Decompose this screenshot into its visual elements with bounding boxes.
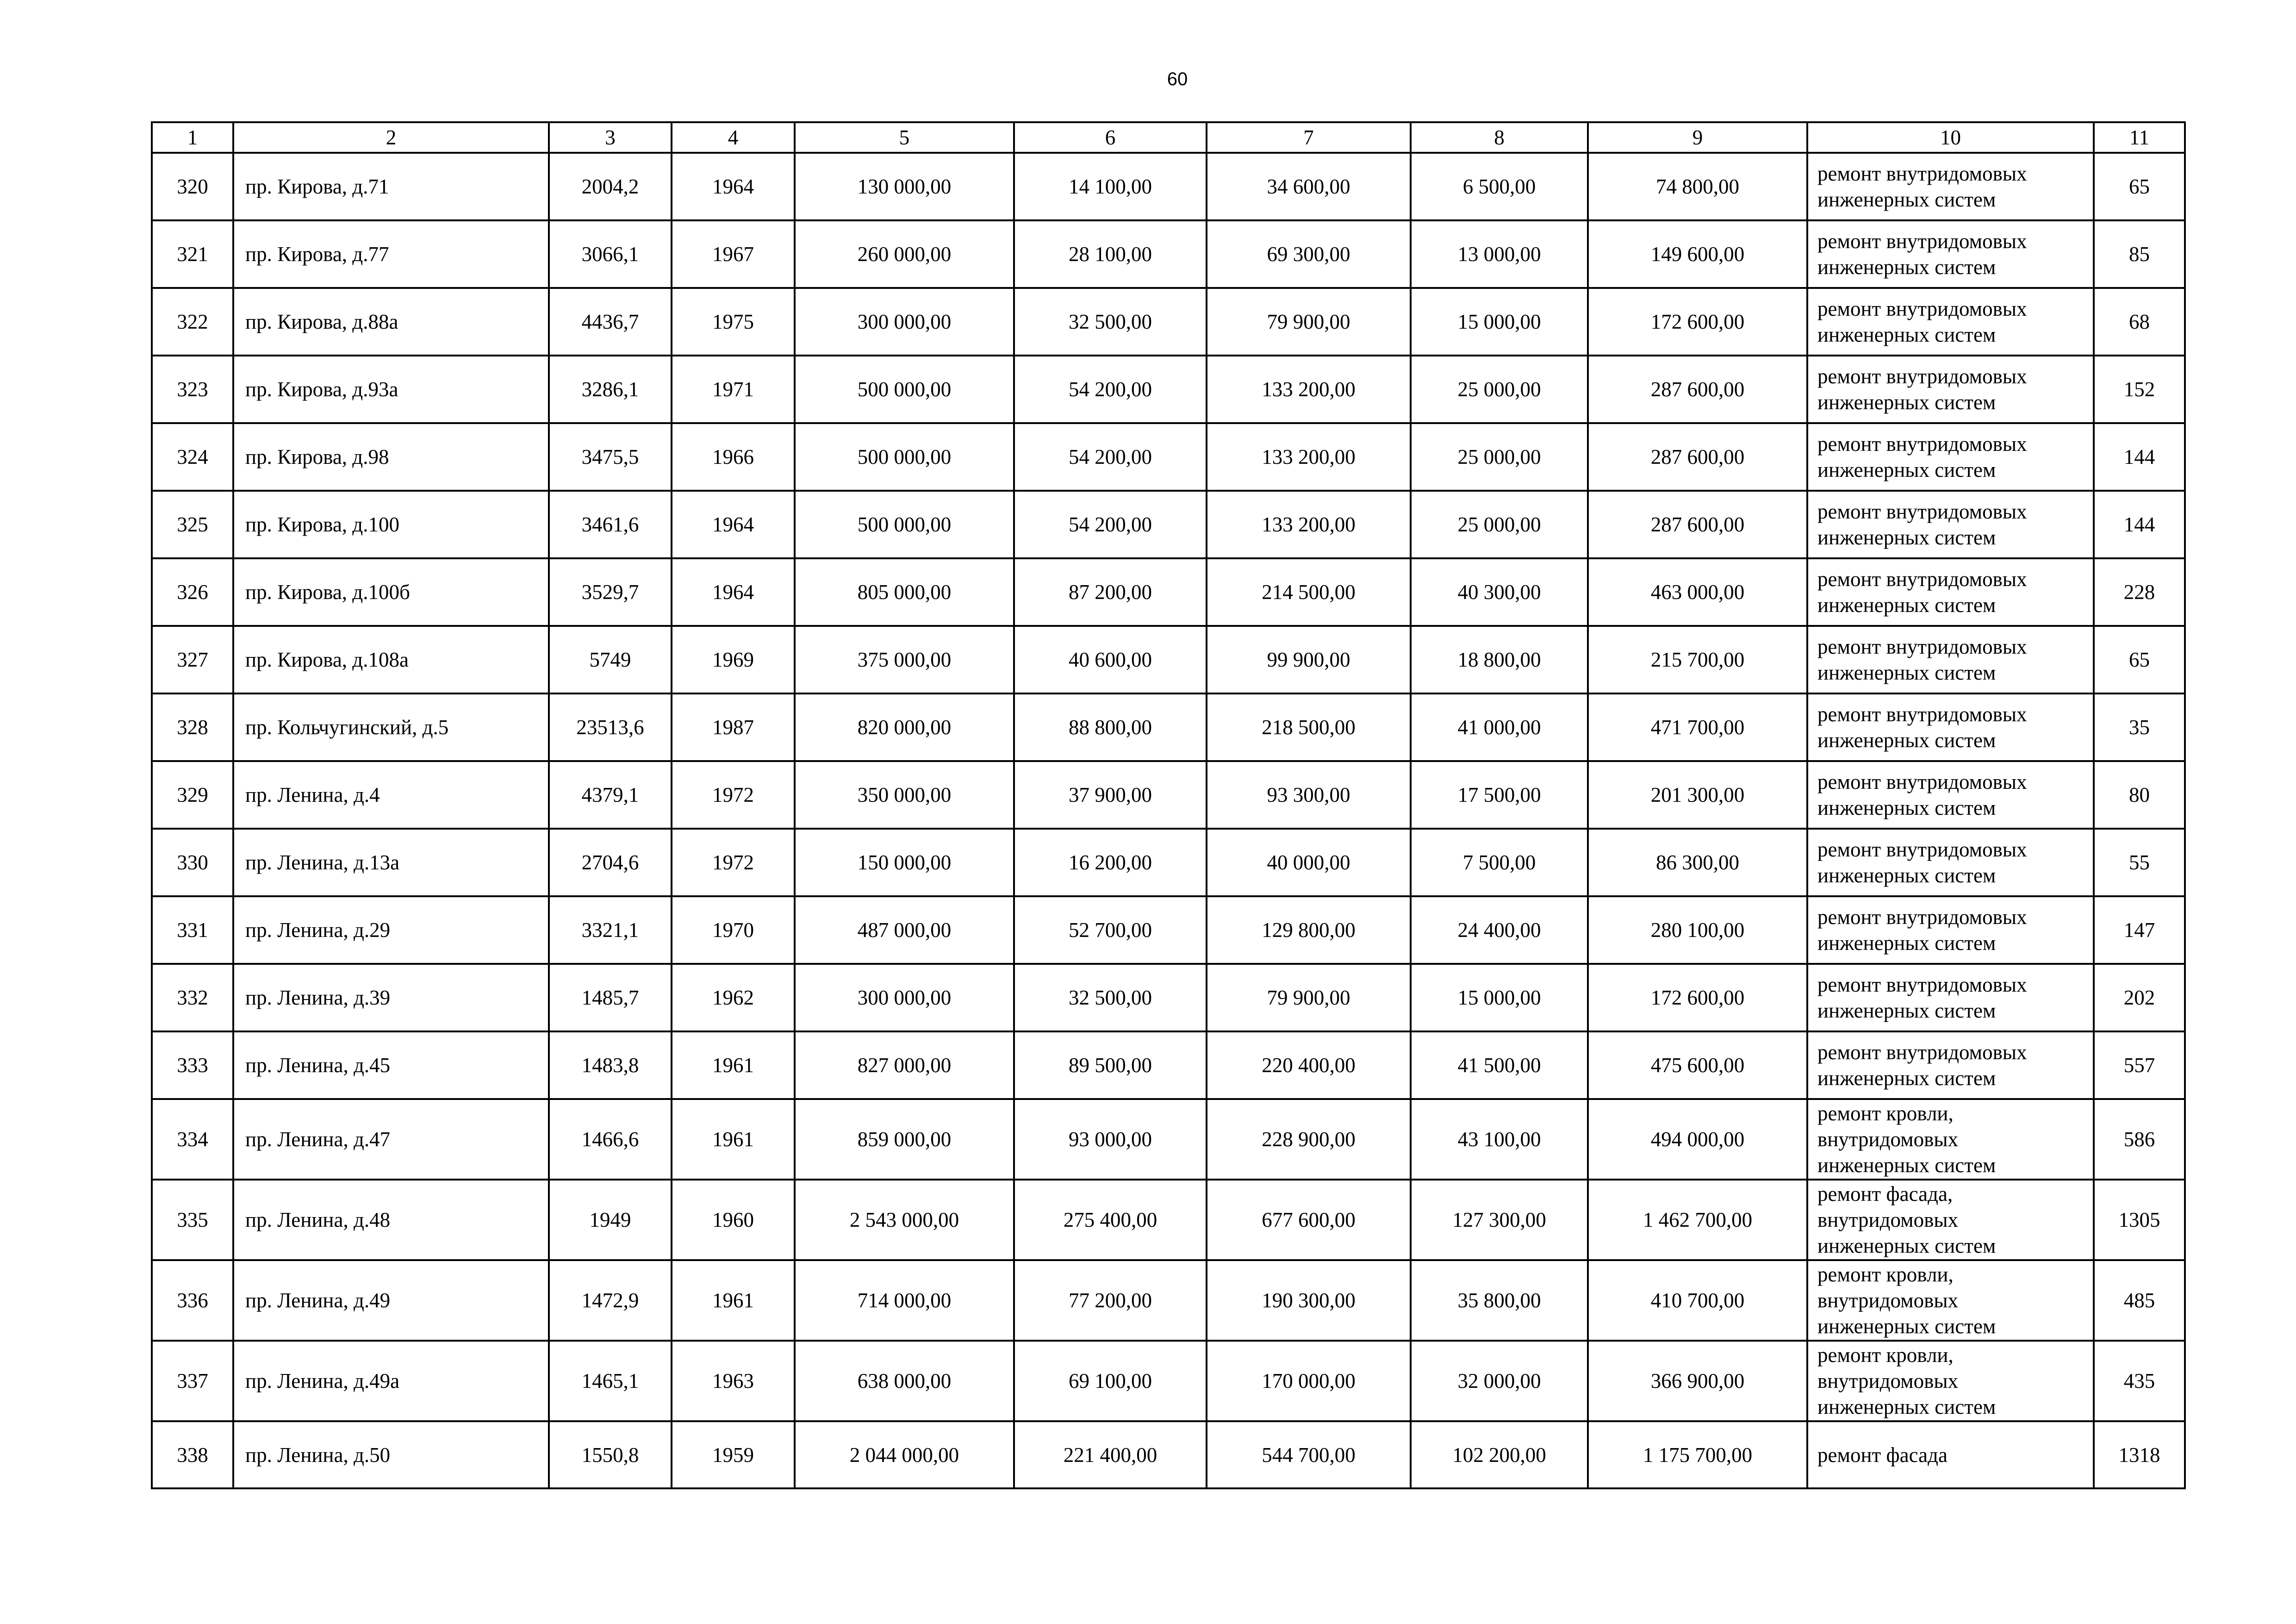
- area-cell: 3286,1: [549, 356, 672, 423]
- col11-value-cell: 144: [2094, 491, 2185, 558]
- col9-amount-cell: 280 100,00: [1588, 896, 1807, 964]
- col5-amount-cell: 805 000,00: [795, 558, 1014, 626]
- table-row: [152, 693, 2185, 761]
- col11-value-cell: 557: [2094, 1031, 2185, 1099]
- col11-value-cell: 1305: [2094, 1180, 2185, 1260]
- col8-amount-cell: 17 500,00: [1411, 761, 1588, 829]
- work-type-cell: ремонт внутридомовых инженерных систем: [1807, 626, 2094, 693]
- housing-repair-table: [151, 121, 2186, 1489]
- area-cell: 3321,1: [549, 896, 672, 964]
- area-cell: 2704,6: [549, 829, 672, 896]
- col6-amount-cell: 32 500,00: [1014, 288, 1207, 356]
- year-cell: 1972: [672, 829, 795, 896]
- col6-amount-cell: 93 000,00: [1014, 1099, 1207, 1180]
- year-cell: 1972: [672, 761, 795, 829]
- area-cell: 1472,9: [549, 1260, 672, 1341]
- col8-amount-cell: 6 500,00: [1411, 153, 1588, 220]
- col5-amount-cell: 500 000,00: [795, 423, 1014, 491]
- col5-amount-cell: 300 000,00: [795, 288, 1014, 356]
- table-row: [152, 964, 2185, 1031]
- row-number-cell: 328: [152, 693, 233, 761]
- year-cell: 1962: [672, 964, 795, 1031]
- col6-amount-cell: 88 800,00: [1014, 693, 1207, 761]
- col11-value-cell: 485: [2094, 1260, 2185, 1341]
- column-number-8: 8: [1411, 122, 1588, 153]
- row-number-cell: 335: [152, 1180, 233, 1260]
- work-type-cell: ремонт внутридомовых инженерных систем: [1807, 964, 2094, 1031]
- col7-amount-cell: 99 900,00: [1207, 626, 1411, 693]
- col6-amount-cell: 221 400,00: [1014, 1421, 1207, 1488]
- col5-amount-cell: 2 044 000,00: [795, 1421, 1014, 1488]
- col7-amount-cell: 93 300,00: [1207, 761, 1411, 829]
- col6-amount-cell: 77 200,00: [1014, 1260, 1207, 1341]
- col8-amount-cell: 13 000,00: [1411, 220, 1588, 288]
- column-number-11: 11: [2094, 122, 2185, 153]
- year-cell: 1971: [672, 356, 795, 423]
- area-cell: 1465,1: [549, 1341, 672, 1421]
- col11-value-cell: 68: [2094, 288, 2185, 356]
- col5-amount-cell: 820 000,00: [795, 693, 1014, 761]
- col8-amount-cell: 102 200,00: [1411, 1421, 1588, 1488]
- col8-amount-cell: 40 300,00: [1411, 558, 1588, 626]
- year-cell: 1959: [672, 1421, 795, 1488]
- col5-amount-cell: 827 000,00: [795, 1031, 1014, 1099]
- row-number-cell: 325: [152, 491, 233, 558]
- col6-amount-cell: 37 900,00: [1014, 761, 1207, 829]
- col8-amount-cell: 15 000,00: [1411, 964, 1588, 1031]
- col11-value-cell: 65: [2094, 153, 2185, 220]
- table-row: [152, 1180, 2185, 1260]
- col9-amount-cell: 1 462 700,00: [1588, 1180, 1807, 1260]
- row-number-cell: 330: [152, 829, 233, 896]
- work-type-cell: ремонт кровли, внутридомовых инженерных систем: [1807, 1341, 2094, 1421]
- col9-amount-cell: 366 900,00: [1588, 1341, 1807, 1421]
- address-cell: пр. Ленина, д.50: [233, 1421, 549, 1488]
- work-type-cell: ремонт внутридомовых инженерных систем: [1807, 761, 2094, 829]
- year-cell: 1963: [672, 1341, 795, 1421]
- col7-amount-cell: 228 900,00: [1207, 1099, 1411, 1180]
- work-type-cell: ремонт внутридомовых инженерных систем: [1807, 153, 2094, 220]
- column-number-5: 5: [795, 122, 1014, 153]
- year-cell: 1967: [672, 220, 795, 288]
- year-cell: 1966: [672, 423, 795, 491]
- col5-amount-cell: 2 543 000,00: [795, 1180, 1014, 1260]
- work-type-cell: ремонт внутридомовых инженерных систем: [1807, 288, 2094, 356]
- table-row: [152, 1260, 2185, 1341]
- col6-amount-cell: 52 700,00: [1014, 896, 1207, 964]
- table-row: [152, 153, 2185, 220]
- col6-amount-cell: 89 500,00: [1014, 1031, 1207, 1099]
- col8-amount-cell: 24 400,00: [1411, 896, 1588, 964]
- row-number-cell: 331: [152, 896, 233, 964]
- row-number-cell: 329: [152, 761, 233, 829]
- work-type-cell: ремонт внутридомовых инженерных систем: [1807, 558, 2094, 626]
- col7-amount-cell: 190 300,00: [1207, 1260, 1411, 1341]
- col5-amount-cell: 859 000,00: [795, 1099, 1014, 1180]
- column-number-7: 7: [1207, 122, 1411, 153]
- column-number-row: [152, 122, 2185, 153]
- year-cell: 1970: [672, 896, 795, 964]
- col6-amount-cell: 54 200,00: [1014, 356, 1207, 423]
- col9-amount-cell: 287 600,00: [1588, 491, 1807, 558]
- year-cell: 1969: [672, 626, 795, 693]
- area-cell: 4436,7: [549, 288, 672, 356]
- col6-amount-cell: 40 600,00: [1014, 626, 1207, 693]
- row-number-cell: 323: [152, 356, 233, 423]
- col11-value-cell: 85: [2094, 220, 2185, 288]
- col6-amount-cell: 275 400,00: [1014, 1180, 1207, 1260]
- col8-amount-cell: 25 000,00: [1411, 356, 1588, 423]
- row-number-cell: 332: [152, 964, 233, 1031]
- address-cell: пр. Кирова, д.77: [233, 220, 549, 288]
- col6-amount-cell: 28 100,00: [1014, 220, 1207, 288]
- col8-amount-cell: 32 000,00: [1411, 1341, 1588, 1421]
- table-body: [152, 122, 2185, 1488]
- col11-value-cell: 144: [2094, 423, 2185, 491]
- work-type-cell: ремонт внутридомовых инженерных систем: [1807, 356, 2094, 423]
- table-row: [152, 626, 2185, 693]
- area-cell: 1550,8: [549, 1421, 672, 1488]
- area-cell: 3461,6: [549, 491, 672, 558]
- table-row: [152, 896, 2185, 964]
- col8-amount-cell: 15 000,00: [1411, 288, 1588, 356]
- col7-amount-cell: 133 200,00: [1207, 491, 1411, 558]
- address-cell: пр. Кирова, д.88а: [233, 288, 549, 356]
- col6-amount-cell: 16 200,00: [1014, 829, 1207, 896]
- col6-amount-cell: 69 100,00: [1014, 1341, 1207, 1421]
- col5-amount-cell: 375 000,00: [795, 626, 1014, 693]
- col11-value-cell: 228: [2094, 558, 2185, 626]
- year-cell: 1987: [672, 693, 795, 761]
- table-row: [152, 558, 2185, 626]
- col9-amount-cell: 172 600,00: [1588, 964, 1807, 1031]
- row-number-cell: 337: [152, 1341, 233, 1421]
- year-cell: 1961: [672, 1260, 795, 1341]
- table-row: [152, 1031, 2185, 1099]
- table-row: [152, 1341, 2185, 1421]
- year-cell: 1975: [672, 288, 795, 356]
- col5-amount-cell: 300 000,00: [795, 964, 1014, 1031]
- col9-amount-cell: 287 600,00: [1588, 356, 1807, 423]
- col9-amount-cell: 410 700,00: [1588, 1260, 1807, 1341]
- work-type-cell: ремонт фасада: [1807, 1421, 2094, 1488]
- col5-amount-cell: 714 000,00: [795, 1260, 1014, 1341]
- col7-amount-cell: 40 000,00: [1207, 829, 1411, 896]
- row-number-cell: 338: [152, 1421, 233, 1488]
- col6-amount-cell: 87 200,00: [1014, 558, 1207, 626]
- work-type-cell: ремонт кровли, внутридомовых инженерных систем: [1807, 1099, 2094, 1180]
- column-number-10: 10: [1807, 122, 2094, 153]
- address-cell: пр. Кирова, д.108а: [233, 626, 549, 693]
- table-row: [152, 761, 2185, 829]
- address-cell: пр. Ленина, д.49а: [233, 1341, 549, 1421]
- col11-value-cell: 1318: [2094, 1421, 2185, 1488]
- year-cell: 1964: [672, 558, 795, 626]
- column-number-9: 9: [1588, 122, 1807, 153]
- col9-amount-cell: 215 700,00: [1588, 626, 1807, 693]
- col8-amount-cell: 25 000,00: [1411, 423, 1588, 491]
- column-number-2: 2: [233, 122, 549, 153]
- col6-amount-cell: 54 200,00: [1014, 491, 1207, 558]
- row-number-cell: 334: [152, 1099, 233, 1180]
- address-cell: пр. Ленина, д.13а: [233, 829, 549, 896]
- work-type-cell: ремонт внутридомовых инженерных систем: [1807, 423, 2094, 491]
- area-cell: 5749: [549, 626, 672, 693]
- column-number-4: 4: [672, 122, 795, 153]
- col5-amount-cell: 500 000,00: [795, 491, 1014, 558]
- address-cell: пр. Кирова, д.71: [233, 153, 549, 220]
- col7-amount-cell: 218 500,00: [1207, 693, 1411, 761]
- col7-amount-cell: 133 200,00: [1207, 356, 1411, 423]
- col11-value-cell: 435: [2094, 1341, 2185, 1421]
- row-number-cell: 336: [152, 1260, 233, 1341]
- col6-amount-cell: 54 200,00: [1014, 423, 1207, 491]
- col8-amount-cell: 41 000,00: [1411, 693, 1588, 761]
- col5-amount-cell: 260 000,00: [795, 220, 1014, 288]
- row-number-cell: 321: [152, 220, 233, 288]
- col8-amount-cell: 41 500,00: [1411, 1031, 1588, 1099]
- row-number-cell: 333: [152, 1031, 233, 1099]
- area-cell: 1485,7: [549, 964, 672, 1031]
- page-number: 60: [1167, 69, 1188, 89]
- col9-amount-cell: 287 600,00: [1588, 423, 1807, 491]
- col5-amount-cell: 350 000,00: [795, 761, 1014, 829]
- col9-amount-cell: 74 800,00: [1588, 153, 1807, 220]
- year-cell: 1960: [672, 1180, 795, 1260]
- col8-amount-cell: 127 300,00: [1411, 1180, 1588, 1260]
- col11-value-cell: 65: [2094, 626, 2185, 693]
- col9-amount-cell: 86 300,00: [1588, 829, 1807, 896]
- area-cell: 1949: [549, 1180, 672, 1260]
- address-cell: пр. Ленина, д.4: [233, 761, 549, 829]
- col9-amount-cell: 1 175 700,00: [1588, 1421, 1807, 1488]
- area-cell: 4379,1: [549, 761, 672, 829]
- col8-amount-cell: 43 100,00: [1411, 1099, 1588, 1180]
- area-cell: 3066,1: [549, 220, 672, 288]
- year-cell: 1961: [672, 1099, 795, 1180]
- work-type-cell: ремонт внутридомовых инженерных систем: [1807, 693, 2094, 761]
- col9-amount-cell: 475 600,00: [1588, 1031, 1807, 1099]
- col11-value-cell: 202: [2094, 964, 2185, 1031]
- col6-amount-cell: 14 100,00: [1014, 153, 1207, 220]
- work-type-cell: ремонт внутридомовых инженерных систем: [1807, 829, 2094, 896]
- work-type-cell: ремонт внутридомовых инженерных систем: [1807, 1031, 2094, 1099]
- col7-amount-cell: 214 500,00: [1207, 558, 1411, 626]
- column-number-3: 3: [549, 122, 672, 153]
- area-cell: 23513,6: [549, 693, 672, 761]
- col11-value-cell: 147: [2094, 896, 2185, 964]
- area-cell: 2004,2: [549, 153, 672, 220]
- table-row: [152, 423, 2185, 491]
- col8-amount-cell: 18 800,00: [1411, 626, 1588, 693]
- col9-amount-cell: 471 700,00: [1588, 693, 1807, 761]
- table-row: [152, 1421, 2185, 1488]
- address-cell: пр. Ленина, д.45: [233, 1031, 549, 1099]
- col9-amount-cell: 149 600,00: [1588, 220, 1807, 288]
- address-cell: пр. Ленина, д.47: [233, 1099, 549, 1180]
- row-number-cell: 322: [152, 288, 233, 356]
- work-type-cell: ремонт внутридомовых инженерных систем: [1807, 491, 2094, 558]
- area-cell: 3529,7: [549, 558, 672, 626]
- address-cell: пр. Кирова, д.100б: [233, 558, 549, 626]
- address-cell: пр. Ленина, д.49: [233, 1260, 549, 1341]
- address-cell: пр. Ленина, д.39: [233, 964, 549, 1031]
- year-cell: 1964: [672, 491, 795, 558]
- col11-value-cell: 35: [2094, 693, 2185, 761]
- col7-amount-cell: 34 600,00: [1207, 153, 1411, 220]
- address-cell: пр. Кирова, д.100: [233, 491, 549, 558]
- col6-amount-cell: 32 500,00: [1014, 964, 1207, 1031]
- row-number-cell: 327: [152, 626, 233, 693]
- col5-amount-cell: 130 000,00: [795, 153, 1014, 220]
- col5-amount-cell: 500 000,00: [795, 356, 1014, 423]
- area-cell: 1483,8: [549, 1031, 672, 1099]
- col5-amount-cell: 150 000,00: [795, 829, 1014, 896]
- row-number-cell: 326: [152, 558, 233, 626]
- address-cell: пр. Кольчугинский, д.5: [233, 693, 549, 761]
- col8-amount-cell: 7 500,00: [1411, 829, 1588, 896]
- address-cell: пр. Кирова, д.98: [233, 423, 549, 491]
- col11-value-cell: 80: [2094, 761, 2185, 829]
- work-type-cell: ремонт фасада, внутридомовых инженерных систем: [1807, 1180, 2094, 1260]
- col11-value-cell: 55: [2094, 829, 2185, 896]
- area-cell: 3475,5: [549, 423, 672, 491]
- row-number-cell: 324: [152, 423, 233, 491]
- row-number-cell: 320: [152, 153, 233, 220]
- address-cell: пр. Ленина, д.29: [233, 896, 549, 964]
- work-type-cell: ремонт внутридомовых инженерных систем: [1807, 896, 2094, 964]
- work-type-cell: ремонт кровли, внутридомовых инженерных систем: [1807, 1260, 2094, 1341]
- col5-amount-cell: 638 000,00: [795, 1341, 1014, 1421]
- col9-amount-cell: 494 000,00: [1588, 1099, 1807, 1180]
- table-row: [152, 829, 2185, 896]
- col9-amount-cell: 463 000,00: [1588, 558, 1807, 626]
- col7-amount-cell: 79 900,00: [1207, 964, 1411, 1031]
- address-cell: пр. Кирова, д.93а: [233, 356, 549, 423]
- col9-amount-cell: 201 300,00: [1588, 761, 1807, 829]
- address-cell: пр. Ленина, д.48: [233, 1180, 549, 1260]
- table-row: [152, 1099, 2185, 1180]
- table-row: [152, 220, 2185, 288]
- col7-amount-cell: 129 800,00: [1207, 896, 1411, 964]
- col7-amount-cell: 544 700,00: [1207, 1421, 1411, 1488]
- column-number-6: 6: [1014, 122, 1207, 153]
- table-row: [152, 288, 2185, 356]
- table-row: [152, 356, 2185, 423]
- year-cell: 1961: [672, 1031, 795, 1099]
- col9-amount-cell: 172 600,00: [1588, 288, 1807, 356]
- table-row: [152, 491, 2185, 558]
- col7-amount-cell: 79 900,00: [1207, 288, 1411, 356]
- col7-amount-cell: 170 000,00: [1207, 1341, 1411, 1421]
- work-type-cell: ремонт внутридомовых инженерных систем: [1807, 220, 2094, 288]
- col7-amount-cell: 133 200,00: [1207, 423, 1411, 491]
- area-cell: 1466,6: [549, 1099, 672, 1180]
- column-number-1: 1: [152, 122, 233, 153]
- col11-value-cell: 152: [2094, 356, 2185, 423]
- col8-amount-cell: 25 000,00: [1411, 491, 1588, 558]
- year-cell: 1964: [672, 153, 795, 220]
- col7-amount-cell: 69 300,00: [1207, 220, 1411, 288]
- col11-value-cell: 586: [2094, 1099, 2185, 1180]
- col8-amount-cell: 35 800,00: [1411, 1260, 1588, 1341]
- col5-amount-cell: 487 000,00: [795, 896, 1014, 964]
- col7-amount-cell: 677 600,00: [1207, 1180, 1411, 1260]
- col7-amount-cell: 220 400,00: [1207, 1031, 1411, 1099]
